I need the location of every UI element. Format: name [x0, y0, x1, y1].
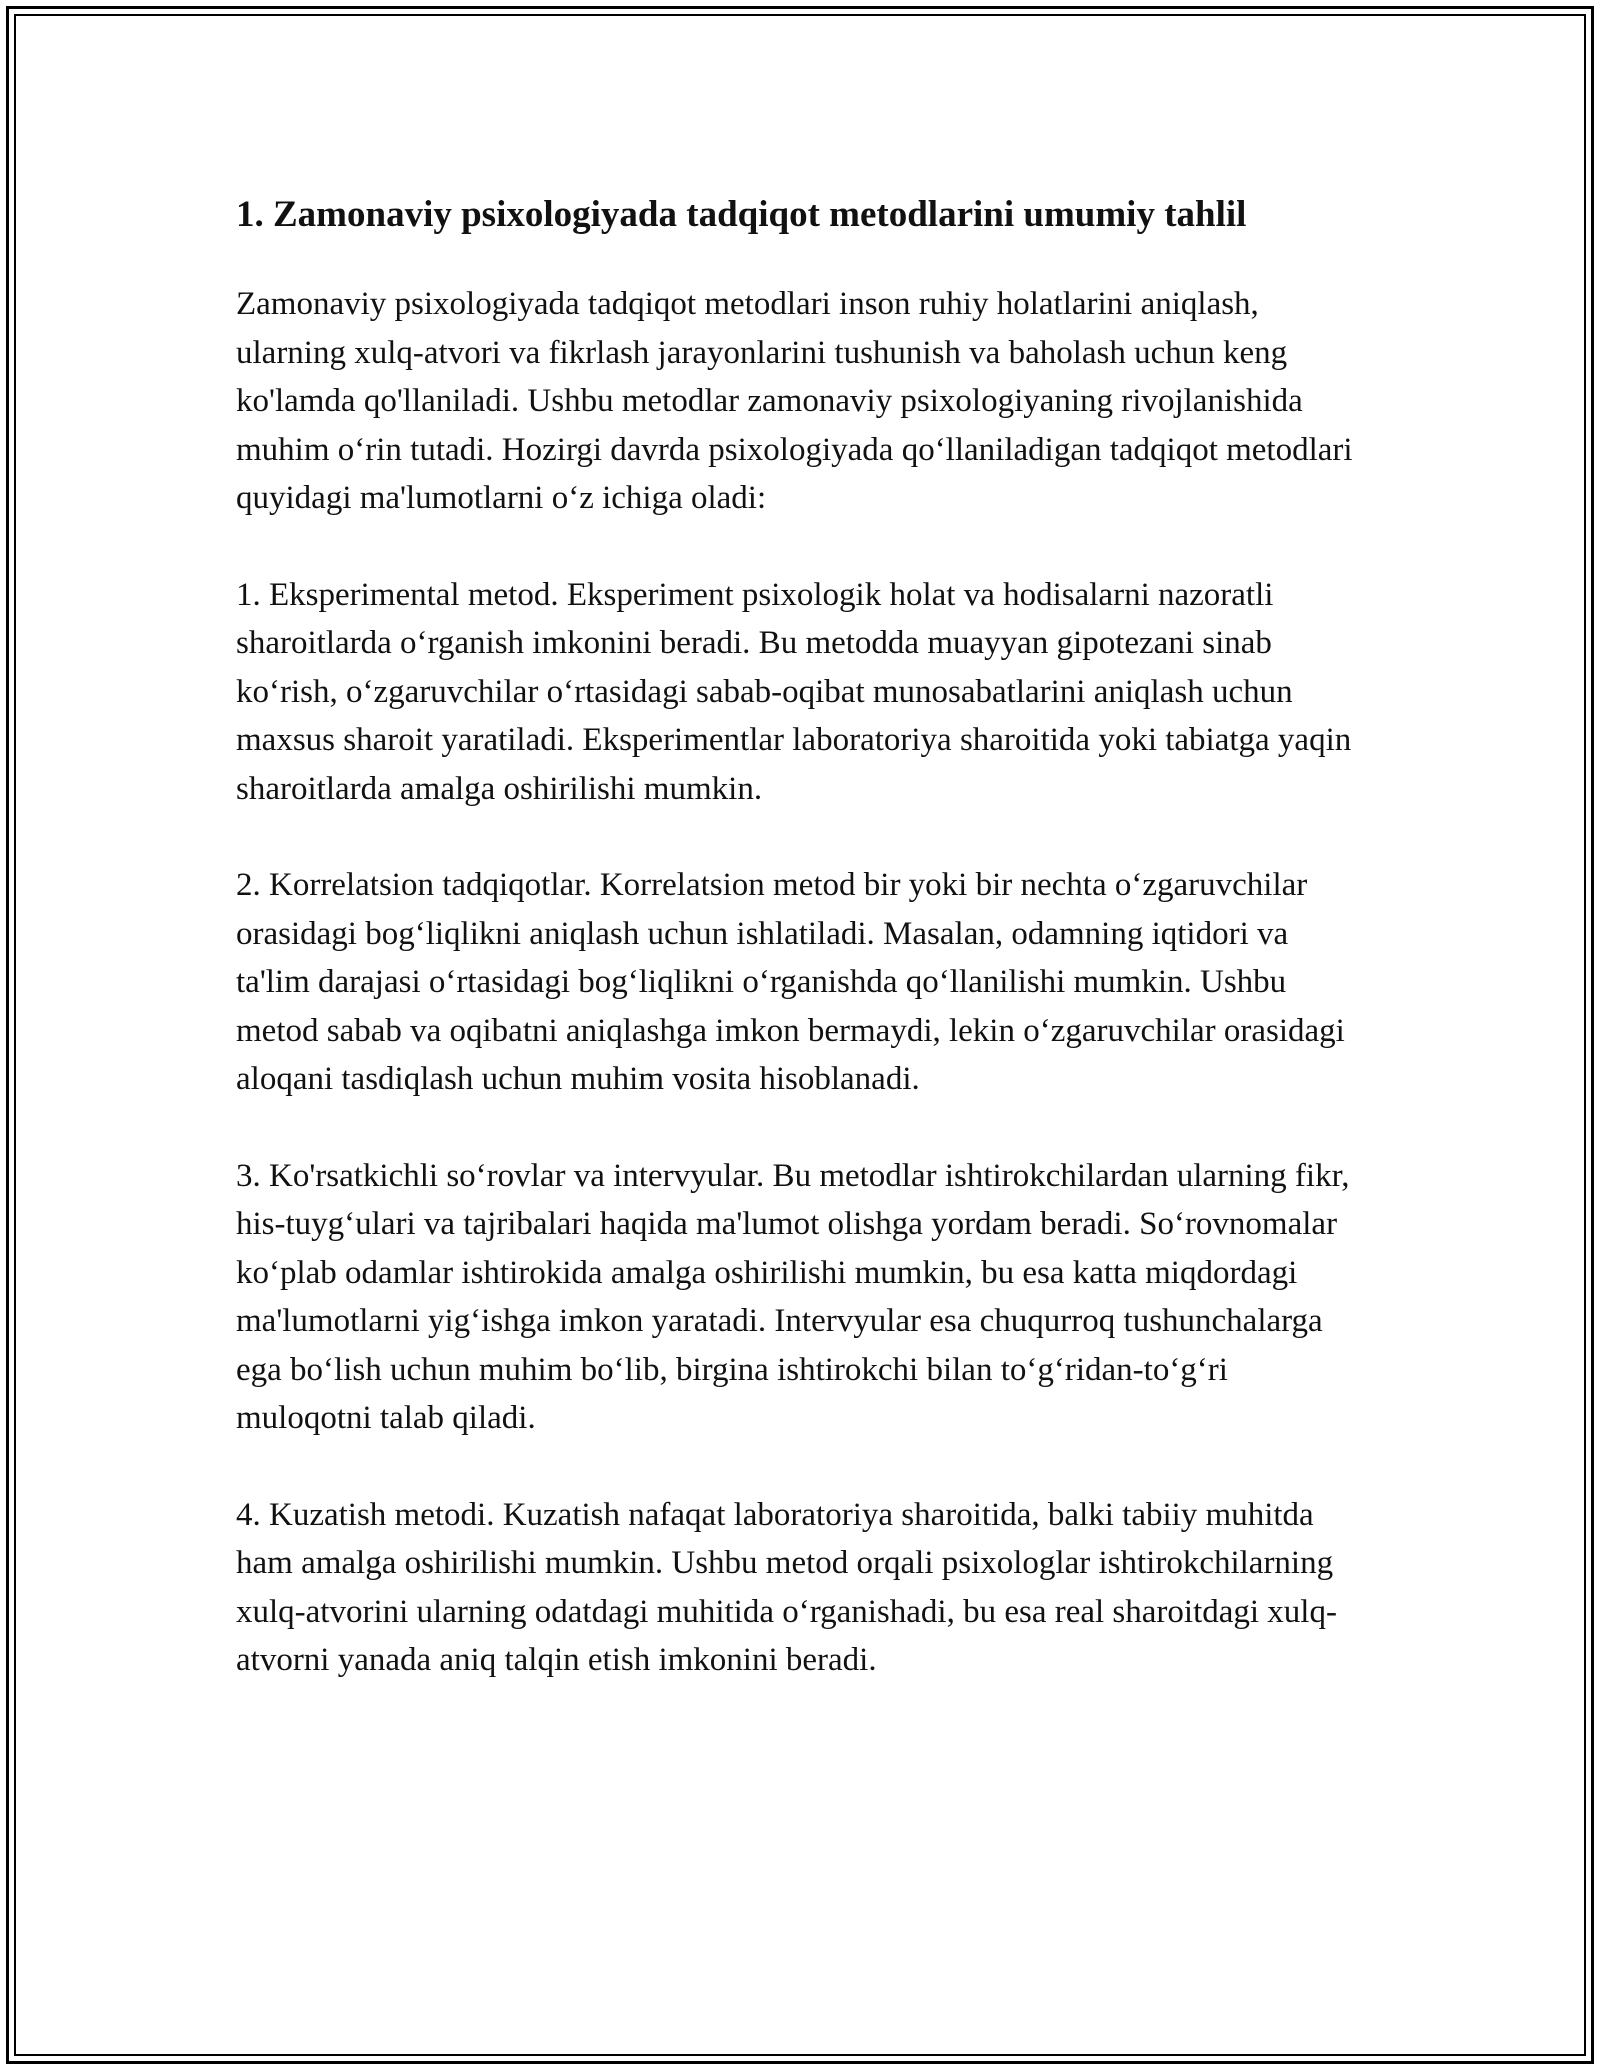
intro-paragraph: Zamonaviy psixologiyada tadqiqot metodlari inson ruhiy holatlarini aniqlash, ularning xulq-atvori va fikrlash jarayonlarini tushunish va baholash uchun keng ko'lamda qo'llaniladi. Ushbu metodlar zamonaviy psixologiyaning rivojlanishida muhim o‘rin tutadi. Hozirgi davrda psixologiyada qo‘llaniladigan tadqiqot metodlari quyidagi ma'lumotlarni o‘z ichiga oladi:	[236, 286, 1353, 516]
surveys-interviews-paragraph: 3. Ko'rsatkichli so‘rovlar va intervyular. Bu metodlar ishtirokchilardan ularning fikr, his-tuyg‘ulari va tajribalari haqida ma'lumot olishga yordam beradi. So‘rovnomalar ko‘plab odamlar ishtirokida amalga oshirilishi mumkin, bu esa katta miqdordagi ma'lumotlarni yig‘ishga imkon yaratadi. Intervyular esa chuqurroq tushunchalarga ega bo‘lish uchun muhim bo‘lib, birgina ishtirokchi bilan to‘g‘ridan-to‘g‘ri muloqotni talab qiladi.	[236, 1157, 1350, 1436]
observation-method-paragraph: 4. Kuzatish metodi. Kuzatish nafaqat laboratoriya sharoitida, balki tabiiy muhitda ham amalga oshirilishi mumkin. Ushbu metod orqali psixologlar ishtirokchilarning xulq-atvorini ularning odatdagi muhitida o‘rganishadi, bu esa real sharoitdagi xulq-atvorni yanada aniq talqin etish imkonini beradi.	[236, 1496, 1337, 1678]
section-heading: 1. Zamonaviy psixologiyada tadqiqot metodlarini umumiy tahlil	[236, 194, 1247, 235]
experimental-method-paragraph: 1. Eksperimental metod. Eksperiment psixologik holat va hodisalarni nazoratli sharoitlarda o‘rganish imkonini beradi. Bu metodda muayyan gipotezani sinab ko‘rish, o‘zgaruvchilar o‘rtasidagi sabab-oqibat munosabatlarini aniqlash uchun maxsus sharoit yaratiladi. Eksperimentlar laboratoriya sharoitida yoki tabiatga yaqin sharoitlarda amalga oshirilishi mumkin.	[236, 576, 1352, 807]
document-body	[236, 188, 1366, 1733]
correlational-research-paragraph: 2. Korrelatsion tadqiqotlar. Korrelatsion metod bir yoki bir nechta o‘zgaruvchilar orasidagi bog‘liqlikni aniqlash uchun ishlatiladi. Masalan, odamning iqtidori va ta'lim darajasi o‘rtasidagi bog‘liqlikni o‘rganishda qo‘llanilishi mumkin. Ushbu metod sabab va oqibatni aniqlashga imkon bermaydi, lekin o‘zgaruvchilar orasidagi aloqani tasdiqlash uchun muhim vosita hisoblanadi.	[236, 867, 1345, 1097]
